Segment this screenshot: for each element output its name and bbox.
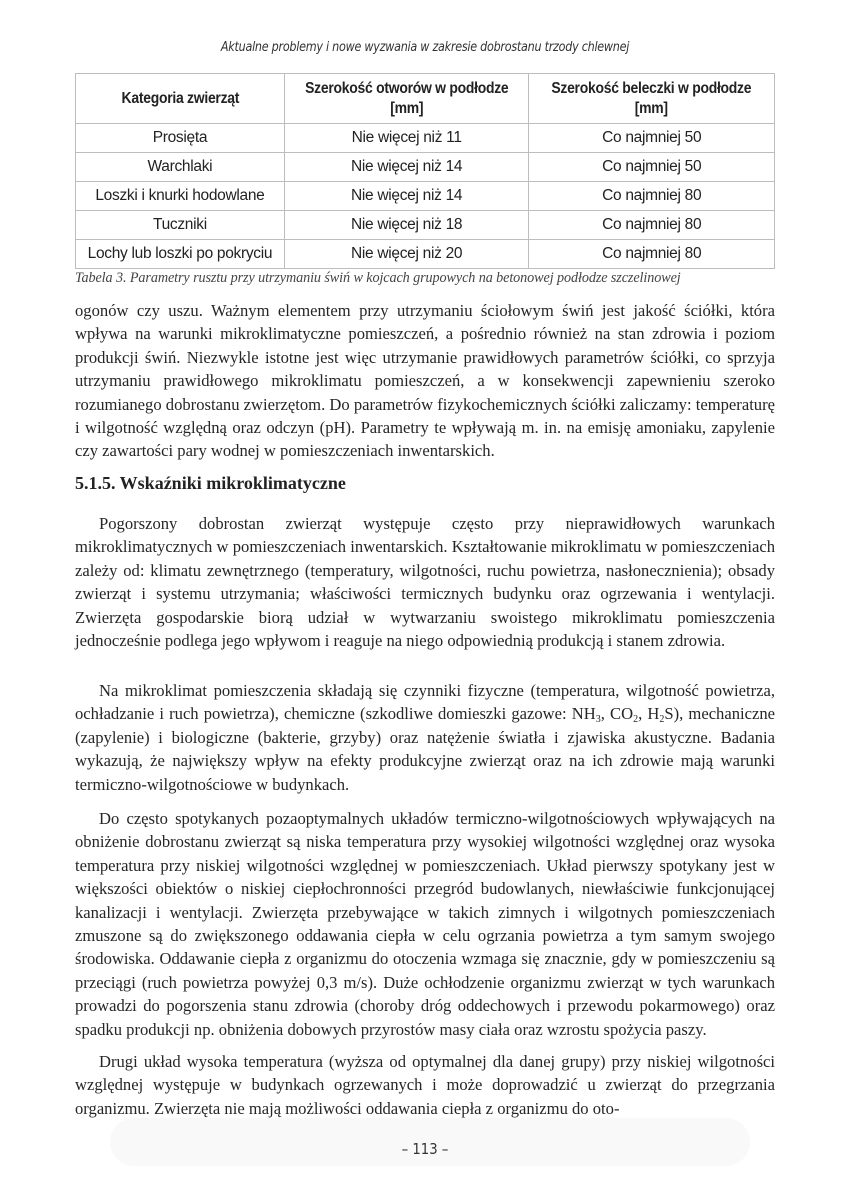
- running-header: Aktualne problemy i nowe wyzwania w zakresie dobrostanu trzody chlewnej: [220, 40, 630, 55]
- cell-category: Warchlaki: [76, 153, 285, 182]
- table-row: [76, 124, 775, 153]
- grate-parameters-table: [75, 73, 775, 269]
- cell-slat-width: Co najmniej 50: [529, 153, 775, 182]
- paragraph-text: ogonów czy uszu. Ważnym elementem przy utrzymaniu ściołowym świń jest jakość ściółki, która wpływa na warunki mikroklimatyczne pomieszczeń, a pośrednio również na stan zdrowia i poziom produkcji świń. Niezwykle istotne jest więc utrzymanie prawidłowych parametrów ściółki, co sprzyja utrzymaniu prawidłowego mikroklimatu pomieszczeń, a w konsekwencji zapewnieniu szeroko rozumianego dobrostanu zwierzętom. Do parametrów fizykochemicznych ściółki zaliczamy: temperaturę i wilgotność względną oraz odczyn (pH). Parametry te wpływają m. in. na emisję amoniaku, zapylenie czy zawartości pary wodnej w pomieszczeniach inwentarskich.: [75, 301, 775, 461]
- cell-slat-width: Co najmniej 80: [529, 182, 775, 211]
- table-caption: Tabela 3. Parametry rusztu przy utrzymaniu świń w kojcach grupowych na betonowej podłodze szczelinowej: [75, 270, 681, 286]
- page-number: – 113 –: [401, 1140, 449, 1158]
- paragraph-microclimate-factors: [75, 679, 775, 796]
- cell-slat-width: Co najmniej 50: [529, 124, 775, 153]
- paragraph-text: Drugi układ wysoka temperatura (wyższa od optymalnej dla danej grupy) przy niskiej wilgotności względnej występuje w budynkach ogrzewanych i może doprowadzić u zwierząt do przegrzania organizmu. Zwierzęta nie mają możliwości oddawania ciepła z organizmu do oto-: [75, 1052, 775, 1118]
- paragraph-high-temperature: [75, 1050, 775, 1120]
- paragraph-text: Na mikroklimat pomieszczenia składają się czynniki fizyczne (temperatura, wilgotność powietrza, ochładzanie i ruch powietrza), chemiczne (szkodliwe domieszki gazowe: $NH_3$, $CO_2$, $H_2S$), mechaniczne (zapylenie) i biologiczne (bakterie, grzyby) oraz natężenie światła i zjawiska akustyczne. Badania wykazują, że największy wpływ na efekty produkcyjne zwierząt oraz na ich zdrowie mają warunki termiczno-wilgotnościowe w budynkach.: [75, 681, 776, 794]
- paragraph-suboptimal-conditions: [75, 807, 775, 1041]
- paragraph-text: Pogorszony dobrostan zwierząt występuje często przy nieprawidłowych warunkach mikroklimatycznych w pomieszczeniach inwentarskich. Kształtowanie mikroklimatu w pomieszczeniach zależy od: klimatu zewnętrznego (temperatury, wilgotności, ruchu powietrza, nasłonecznienia); obsady zwierząt i systemu utrzymania; właściwości termicznych budynku oraz ogrzewania i wentylacji. Zwierzęta gospodarskie biorą udział w wytwarzaniu swoistego mikroklimatu pomieszczenia jednocześnie podlega jego wpływom i reaguje na niego odpowiednią produkcją i stanem zdrowia.: [75, 514, 775, 651]
- formula-carbon-dioxide: $CO_2$: [610, 704, 639, 726]
- paragraph-continuation: [75, 299, 775, 463]
- cell-opening-width: Nie więcej niż 14: [284, 182, 529, 211]
- cell-opening-width: Nie więcej niż 14: [284, 153, 529, 182]
- formula-ammonia: $NH_3$: [571, 704, 601, 726]
- column-header-category: Kategoria zwierząt: [76, 74, 285, 124]
- cell-category: Tuczniki: [76, 211, 285, 240]
- cell-category: Lochy lub loszki po pokryciu: [76, 240, 285, 269]
- cell-category: Loszki i knurki hodowlane: [76, 182, 285, 211]
- cell-category: Prosięta: [76, 124, 285, 153]
- column-header-slat-width: Szerokość beleczki w podłodze [mm]: [529, 74, 775, 124]
- formula-hydrogen-sulfide: $H_2S$: [647, 704, 674, 726]
- section-heading: 5.1.5. Wskaźniki mikroklimatyczne: [75, 473, 346, 493]
- paragraph-microclimate-intro: [75, 512, 775, 652]
- cell-opening-width: Nie więcej niż 11: [284, 124, 529, 153]
- cell-opening-width: Nie więcej niż 20: [284, 240, 529, 269]
- table-header-row: [76, 74, 775, 124]
- column-header-opening-width: Szerokość otworów w podłodze [mm]: [284, 74, 529, 124]
- paragraph-text: Do często spotykanych pozaoptymalnych układów termiczno-wilgotnościowych wpływających na obniżenie dobrostanu zwierząt są niska temperatura przy wysokiej wilgotności względnej oraz wysoka temperatura przy niskiej wilgotności względnej w pomieszczeniach. Układ pierwszy spotykany jest w większości obiektów o niskiej ciepłochronności przegród budowlanych, niewłaściwie funkcjonującej kanalizacji i wentylacji. Zwierzęta przebywające w takich zimnych i wilgotnych pomieszczeniach zmuszone są do zwiększonego oddawania ciepła w celu ogrzania powietrza a tym samym swojego środowiska. Oddawanie ciepła z organizmu do otoczenia wzmaga się znacznie, gdy w pomieszczeniu są przeciągi (ruch powietrza powyżej 0,3 m/s). Duże ochłodzenie organizmu zwierząt w tych warunkach prowadzi do pogorszenia stanu zdrowia (choroby dróg oddechowych i przewodu pokarmowego) oraz spadku produkcji np. obniżenia dobowych przyrostów masy ciała oraz wzrostu spożycia paszy.: [75, 809, 775, 1039]
- cell-slat-width: Co najmniej 80: [529, 240, 775, 269]
- cell-opening-width: Nie więcej niż 18: [284, 211, 529, 240]
- cell-slat-width: Co najmniej 80: [529, 211, 775, 240]
- table-row: [76, 182, 775, 211]
- table-row: [76, 240, 775, 269]
- table-row: [76, 153, 775, 182]
- table-row: [76, 211, 775, 240]
